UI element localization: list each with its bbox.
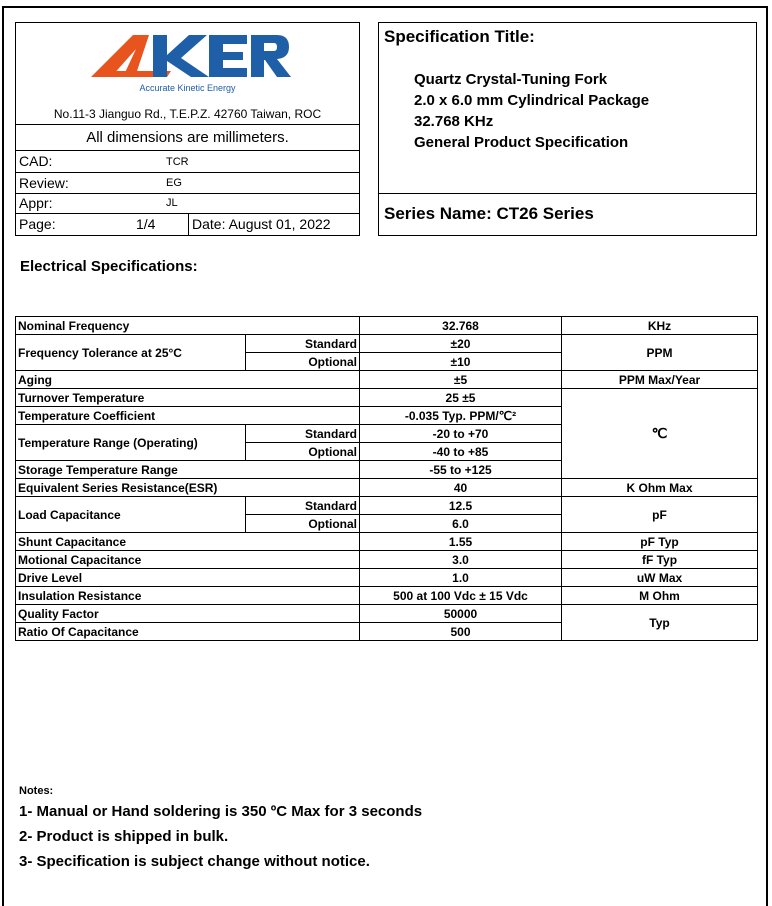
divider	[188, 213, 189, 235]
param-value: 500	[360, 623, 562, 641]
spec-line: General Product Specification	[414, 134, 629, 151]
param-value: 1.55	[360, 533, 562, 551]
param-label: Storage Temperature Range	[16, 461, 360, 479]
sub-label: Optional	[246, 443, 360, 461]
divider	[16, 172, 359, 173]
divider	[379, 193, 756, 194]
sub-label: Standard	[246, 497, 360, 515]
param-value: 25 ±5	[360, 389, 562, 407]
param-value: ±10	[360, 353, 562, 371]
spec-title-lines	[414, 69, 649, 153]
param-value: ±20	[360, 335, 562, 353]
param-label: Ratio Of Capacitance	[16, 623, 360, 641]
param-unit: KHz	[562, 317, 758, 335]
param-value: -0.035 Typ. PPM/℃²	[360, 407, 562, 425]
param-label: Nominal Frequency	[16, 317, 360, 335]
param-value: 12.5	[360, 497, 562, 515]
note-item: 3- Specification is subject change without notice.	[19, 853, 370, 870]
company-address: No.11-3 Jianguo Rd., T.E.P.Z. 42760 Taiwan, ROC	[53, 107, 322, 121]
param-label: Turnover Temperature	[16, 389, 360, 407]
table-row	[16, 587, 758, 605]
table-row	[16, 605, 758, 623]
param-label: Load Capacitance	[16, 497, 246, 533]
param-label: Quality Factor	[16, 605, 360, 623]
param-label: Frequency Tolerance at 25°C	[16, 335, 246, 371]
param-unit: pF Typ	[562, 533, 758, 551]
param-label: Temperature Range (Operating)	[16, 425, 246, 461]
spec-line: 2.0 x 6.0 mm Cylindrical Package	[414, 92, 650, 109]
param-value: 40	[360, 479, 562, 497]
page-label: Page:	[19, 216, 56, 232]
company-tagline: Accurate Kinetic Energy	[139, 83, 236, 93]
divider	[16, 150, 359, 151]
param-label: Shunt Capacitance	[16, 533, 360, 551]
param-label: Equivalent Series Resistance(ESR)	[16, 479, 360, 497]
param-value: 32.768	[360, 317, 562, 335]
param-label: Motional Capacitance	[16, 551, 360, 569]
param-unit: ℃	[562, 389, 758, 479]
company-header-box	[15, 22, 360, 236]
param-value: 500 at 100 Vdc ± 15 Vdc	[360, 587, 562, 605]
spec-title-label: Specification Title:	[384, 27, 535, 46]
notes-heading: Notes:	[19, 785, 54, 797]
table-row	[16, 371, 758, 389]
table-row	[16, 317, 758, 335]
table-row	[16, 479, 758, 497]
divider	[16, 124, 359, 125]
table-row	[16, 389, 758, 407]
param-value: 1.0	[360, 569, 562, 587]
electrical-spec-table	[15, 316, 758, 641]
sub-label: Standard	[246, 425, 360, 443]
param-label: Drive Level	[16, 569, 360, 587]
param-value: -40 to +85	[360, 443, 562, 461]
document-date: Date: August 01, 2022	[192, 216, 331, 232]
appr-value: JL	[166, 197, 178, 209]
param-unit: PPM	[562, 335, 758, 371]
review-value: EG	[166, 177, 182, 189]
dimensions-note: All dimensions are millimeters.	[86, 129, 289, 146]
table-row	[16, 497, 758, 515]
sub-label: Optional	[246, 353, 360, 371]
aker-logo	[91, 31, 291, 91]
param-unit: PPM Max/Year	[562, 371, 758, 389]
sub-label: Optional	[246, 515, 360, 533]
table-row	[16, 551, 758, 569]
series-name: Series Name: CT26 Series	[384, 204, 594, 223]
param-unit: M Ohm	[562, 587, 758, 605]
note-item: 2- Product is shipped in bulk.	[19, 828, 229, 845]
param-unit: K Ohm Max	[562, 479, 758, 497]
spec-line: Quartz Crystal-Tuning Fork	[414, 71, 608, 88]
param-label: Aging	[16, 371, 360, 389]
param-value: 6.0	[360, 515, 562, 533]
param-value: -20 to +70	[360, 425, 562, 443]
table-row	[16, 569, 758, 587]
section-title: Electrical Specifications:	[20, 258, 198, 275]
note-item: 1- Manual or Hand soldering is 350 ºC Max for 3 seconds	[19, 803, 423, 820]
param-label: Temperature Coefficient	[16, 407, 360, 425]
param-value: -55 to +125	[360, 461, 562, 479]
param-value: 50000	[360, 605, 562, 623]
param-unit: Typ	[562, 605, 758, 641]
param-label: Insulation Resistance	[16, 587, 360, 605]
divider	[16, 193, 359, 194]
sub-label: Standard	[246, 335, 360, 353]
param-unit: fF Typ	[562, 551, 758, 569]
page-number: 1/4	[136, 216, 156, 232]
param-unit: pF	[562, 497, 758, 533]
table-row	[16, 533, 758, 551]
param-unit: uW Max	[562, 569, 758, 587]
cad-label: CAD:	[19, 153, 53, 169]
spec-line: 32.768 KHz	[414, 113, 494, 130]
param-value: ±5	[360, 371, 562, 389]
table-row	[16, 335, 758, 353]
cad-value: TCR	[166, 156, 189, 168]
spec-header-box	[378, 22, 757, 236]
param-value: 3.0	[360, 551, 562, 569]
appr-label: Appr:	[19, 195, 53, 211]
review-label: Review:	[19, 175, 69, 191]
